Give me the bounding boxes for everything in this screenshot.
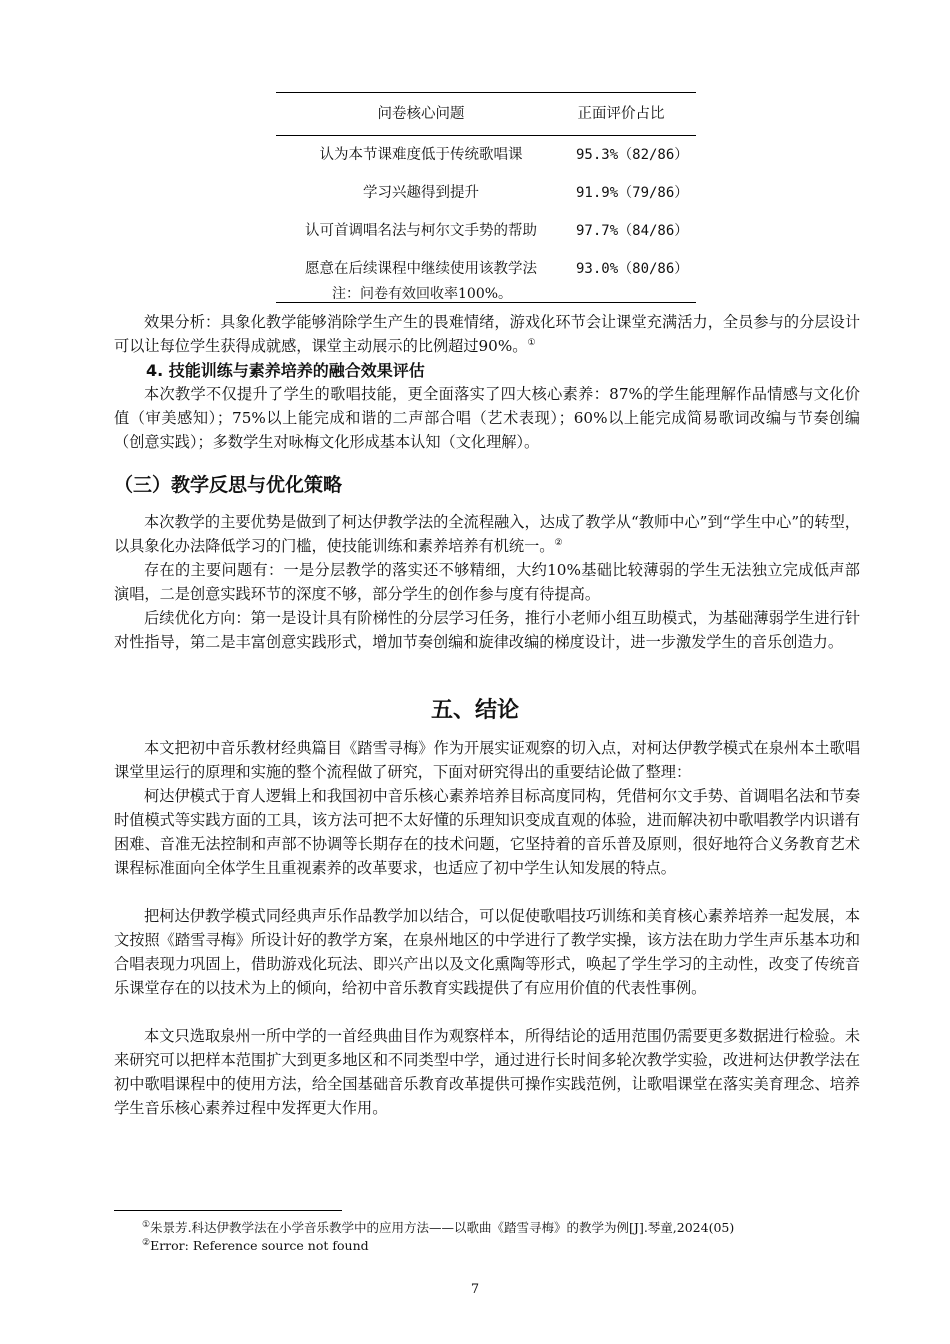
effect-analysis-text: 效果分析：具象化教学能够消除学生产生的畏难情绪，游戏化环节会让课堂充满活力，全员参与的分层设计可以让每位学生获得成就感，课堂主动展示的比例超过90%。 [114, 313, 860, 355]
table-row [276, 250, 696, 288]
footnote-mark: ① [142, 1219, 151, 1230]
table-note: 注：问卷有效回收率100%。 [332, 286, 513, 302]
section-4-paragraph: 本次教学不仅提升了学生的歌唱技能，更全面落实了四大核心素养：87%的学生能理解作品情感与文化价值（审美感知）；75%以上能完成和谐的二声部合唱（艺术表现）；60%以上能完成简易歌词改编与节奏创编（创意实践）；多数学生对咏梅文化形成基本认知（文化理解）。 [114, 385, 860, 451]
table-row [276, 174, 696, 212]
reflection-paragraph-1 [114, 510, 860, 558]
effect-analysis-paragraph [114, 310, 860, 358]
table-header-row [276, 93, 696, 136]
conclusion-paragraph-2: 柯达伊模式于育人逻辑上和我国初中音乐核心素养培养目标高度同构，凭借柯尔文手势、首调唱名法和节奏时值模式等实践方面的工具，该方法可把不太好懂的乐理知识变成直观的体验，进而解决初中歌唱教学内识谱有困难、音准无法控制和声部不协调等长期存在的技术问题，它坚持着的音乐普及原则，很好地符合义务教育艺术课程标准面向全体学生且重视素养的改革要求，也适应了初中学生认知发展的特点。 [114, 787, 860, 877]
table-cell-question: 愿意在后续课程中继续使用该教学法 [305, 261, 537, 277]
page-number: 7 [470, 1282, 480, 1297]
table-cell-ratio: 97.7%（84/86） [576, 223, 689, 239]
reflection-heading: （三）教学反思与优化策略 [114, 474, 343, 496]
table-row [276, 212, 696, 250]
table-row [276, 136, 696, 174]
reflection-paragraph-3: 后续优化方向：第一是设计具有阶梯性的分层学习任务，推行小老师小组互助模式，为基础薄弱学生进行针对性指导，第二是丰富创意实践形式，增加节奏创编和旋律改编的梯度设计，进一步激发学生的音乐创造力。 [114, 609, 860, 651]
table-cell-ratio: 91.9%（79/86） [576, 185, 689, 201]
conclusion-heading: 五、结论 [430, 698, 519, 723]
table-cell-question: 认可首调唱名法与柯尔文手势的帮助 [305, 223, 537, 239]
table-header-ratio: 正面评价占比 [577, 106, 665, 122]
footnote-2 [142, 1238, 369, 1254]
reflection-paragraph-2: 存在的主要问题有：一是分层教学的落实还不够精细，大约10%基础比较薄弱的学生无法独立完成低声部演唱，二是创意实践环节的深度不够，部分学生的创作参与度有待提高。 [114, 561, 860, 603]
table-cell-ratio: 93.0%（80/86） [576, 261, 689, 277]
footnote-mark: ② [142, 1237, 151, 1248]
footnote-separator [114, 1210, 342, 1211]
conclusion-paragraph-3: 把柯达伊教学模式同经典声乐作品教学加以结合，可以促使歌唱技巧训练和美育核心素养培养一起发展，本文按照《踏雪寻梅》所设计好的教学方案，在泉州地区的中学进行了教学实操，该方法在助力学生声乐基本功和合唱表现力巩固上，借助游戏化玩法、即兴产出以及文化熏陶等形式，唤起了学生学习的主动性，改变了传统音乐课堂存在的以技术为上的倾向，给初中音乐教育实践提供了有应用价值的代表性事例。 [114, 907, 860, 997]
footnote-ref-2[interactable]: ② [554, 537, 563, 548]
table-cell-ratio: 95.3%（82/86） [576, 147, 689, 163]
table-cell-question: 学习兴趣得到提升 [363, 185, 479, 201]
table-cell-question: 认为本节课难度低于传统歌唱课 [319, 147, 523, 163]
conclusion-paragraph-1: 本文把初中音乐教材经典篇目《踏雪寻梅》作为开展实证观察的切入点，对柯达伊教学模式在泉州本土歌唱课堂里运行的原理和实施的整个流程做了研究，下面对研究得出的重要结论做了整理： [114, 739, 860, 781]
table-header-question: 问卷核心问题 [377, 106, 465, 122]
footnote-text: Error: Reference source not found [150, 1238, 369, 1253]
footnote-ref-1[interactable]: ① [527, 337, 536, 348]
footnote-text: 朱景芳.科达伊教学法在小学音乐教学中的应用方法——以歌曲《踏雪寻梅》的教学为例[J].琴童,2024(05) [150, 1220, 735, 1235]
conclusion-paragraph-4: 本文只选取泉州一所中学的一首经典曲目作为观察样本，所得结论的适用范围仍需要更多数据进行检验。未来研究可以把样本范围扩大到更多地区和不同类型中学，通过进行长时间多轮次教学实验，改进柯达伊教学法在初中歌唱课程中的使用方法，给全国基础音乐教育改革提供可操作实践范例，让歌唱课堂在落实美育理念、培养学生音乐核心素养过程中发挥更大作用。 [114, 1027, 860, 1117]
reflection-text-1: 本次教学的主要优势是做到了柯达伊教学法的全流程融入，达成了教学从“教师中心”到“学生中心”的转型，以具象化办法降低学习的门槛，使技能训练和素养培养有机统一。 [114, 513, 860, 555]
survey-table [276, 92, 696, 303]
section-4-heading: 4. 技能训练与素养培养的融合效果评估 [146, 361, 425, 380]
footnote-1 [142, 1220, 734, 1236]
